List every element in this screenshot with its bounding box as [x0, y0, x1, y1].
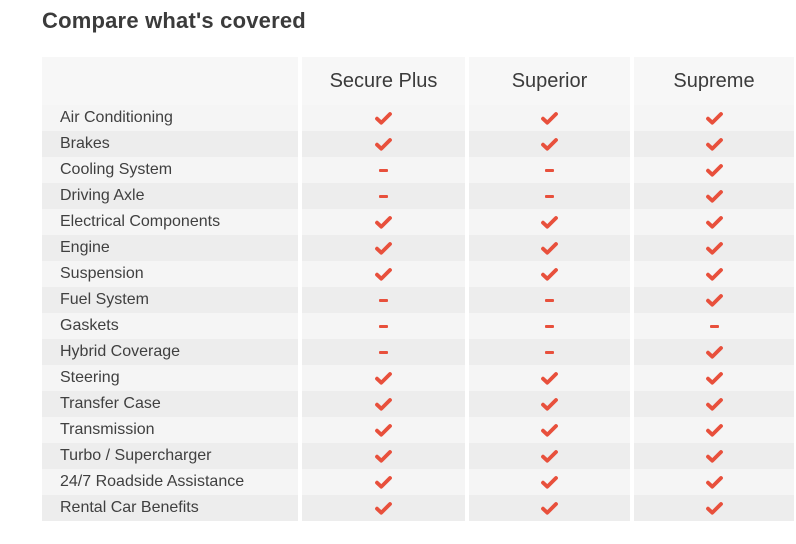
covered-cell [634, 391, 794, 417]
covered-cell [634, 469, 794, 495]
row-label: 24/7 Roadside Assistance [42, 469, 298, 495]
table-row [42, 183, 794, 209]
covered-cell [634, 287, 794, 313]
not-covered-cell [469, 287, 630, 313]
check-icon [706, 190, 723, 203]
table-row [42, 495, 794, 521]
coverage-table [42, 57, 794, 521]
covered-cell [302, 105, 465, 131]
covered-cell [302, 469, 465, 495]
check-icon [541, 138, 558, 151]
row-label: Suspension [42, 261, 298, 287]
dash-icon [545, 325, 554, 328]
covered-cell [634, 495, 794, 521]
check-icon [706, 294, 723, 307]
dash-icon [545, 351, 554, 354]
check-icon [375, 398, 392, 411]
covered-cell [302, 495, 465, 521]
check-icon [541, 502, 558, 515]
row-label: Hybrid Coverage [42, 339, 298, 365]
check-icon [706, 502, 723, 515]
covered-cell [469, 391, 630, 417]
covered-cell [469, 469, 630, 495]
covered-cell [634, 157, 794, 183]
covered-cell [634, 443, 794, 469]
table-row [42, 157, 794, 183]
check-icon [375, 112, 392, 125]
check-icon [541, 476, 558, 489]
table-row [42, 417, 794, 443]
check-icon [541, 268, 558, 281]
row-label: Steering [42, 365, 298, 391]
covered-cell [302, 261, 465, 287]
row-label: Rental Car Benefits [42, 495, 298, 521]
check-icon [375, 424, 392, 437]
dash-icon [379, 299, 388, 302]
check-icon [375, 242, 392, 255]
check-icon [706, 112, 723, 125]
not-covered-cell [469, 313, 630, 339]
page-title: Compare what's covered [42, 8, 306, 33]
row-label: Transmission [42, 417, 298, 443]
covered-cell [302, 365, 465, 391]
covered-cell [302, 391, 465, 417]
check-icon [706, 398, 723, 411]
table-row [42, 105, 794, 131]
covered-cell [634, 339, 794, 365]
table-row [42, 313, 794, 339]
not-covered-cell [302, 287, 465, 313]
covered-cell [634, 131, 794, 157]
not-covered-cell [469, 157, 630, 183]
not-covered-cell [302, 339, 465, 365]
check-icon [541, 112, 558, 125]
check-icon [706, 216, 723, 229]
not-covered-cell [469, 183, 630, 209]
table-row [42, 469, 794, 495]
covered-cell [634, 183, 794, 209]
covered-cell [469, 365, 630, 391]
table-row [42, 261, 794, 287]
covered-cell [469, 209, 630, 235]
check-icon [375, 476, 392, 489]
covered-cell [469, 443, 630, 469]
header-cell-superior: Superior [469, 57, 630, 105]
check-icon [541, 398, 558, 411]
check-icon [706, 450, 723, 463]
covered-cell [302, 209, 465, 235]
check-icon [706, 138, 723, 151]
check-icon [706, 424, 723, 437]
covered-cell [302, 235, 465, 261]
table-row [42, 443, 794, 469]
dash-icon [710, 325, 719, 328]
check-icon [706, 268, 723, 281]
covered-cell [469, 261, 630, 287]
dash-icon [379, 351, 388, 354]
check-icon [375, 450, 392, 463]
covered-cell [634, 235, 794, 261]
check-icon [375, 502, 392, 515]
check-icon [541, 450, 558, 463]
not-covered-cell [302, 183, 465, 209]
header-cell-empty [42, 57, 298, 105]
dash-icon [379, 325, 388, 328]
check-icon [541, 372, 558, 385]
check-icon [541, 216, 558, 229]
header-cell-secure-plus: Secure Plus [302, 57, 465, 105]
check-icon [541, 242, 558, 255]
table-row [42, 235, 794, 261]
row-label: Driving Axle [42, 183, 298, 209]
row-label: Air Conditioning [42, 105, 298, 131]
covered-cell [634, 105, 794, 131]
check-icon [706, 476, 723, 489]
covered-cell [634, 417, 794, 443]
row-label: Gaskets [42, 313, 298, 339]
table-row [42, 131, 794, 157]
check-icon [375, 138, 392, 151]
table-row [42, 391, 794, 417]
covered-cell [302, 131, 465, 157]
table-header-row [42, 57, 794, 105]
covered-cell [469, 495, 630, 521]
row-label: Engine [42, 235, 298, 261]
check-icon [375, 216, 392, 229]
check-icon [706, 346, 723, 359]
covered-cell [634, 209, 794, 235]
covered-cell [469, 417, 630, 443]
row-label: Turbo / Supercharger [42, 443, 298, 469]
not-covered-cell [302, 313, 465, 339]
dash-icon [545, 169, 554, 172]
coverage-table-body [42, 105, 794, 521]
table-row [42, 365, 794, 391]
check-icon [706, 242, 723, 255]
covered-cell [634, 261, 794, 287]
row-label: Cooling System [42, 157, 298, 183]
not-covered-cell [469, 339, 630, 365]
not-covered-cell [634, 313, 794, 339]
table-row [42, 287, 794, 313]
dash-icon [379, 195, 388, 198]
covered-cell [469, 235, 630, 261]
covered-cell [469, 131, 630, 157]
covered-cell [634, 365, 794, 391]
table-row [42, 339, 794, 365]
check-icon [706, 372, 723, 385]
covered-cell [302, 443, 465, 469]
row-label: Brakes [42, 131, 298, 157]
check-icon [375, 372, 392, 385]
check-icon [541, 424, 558, 437]
row-label: Transfer Case [42, 391, 298, 417]
table-row [42, 209, 794, 235]
not-covered-cell [302, 157, 465, 183]
header-cell-supreme: Supreme [634, 57, 794, 105]
check-icon [706, 164, 723, 177]
row-label: Fuel System [42, 287, 298, 313]
dash-icon [379, 169, 388, 172]
dash-icon [545, 299, 554, 302]
check-icon [375, 268, 392, 281]
row-label: Electrical Components [42, 209, 298, 235]
dash-icon [545, 195, 554, 198]
covered-cell [469, 105, 630, 131]
covered-cell [302, 417, 465, 443]
